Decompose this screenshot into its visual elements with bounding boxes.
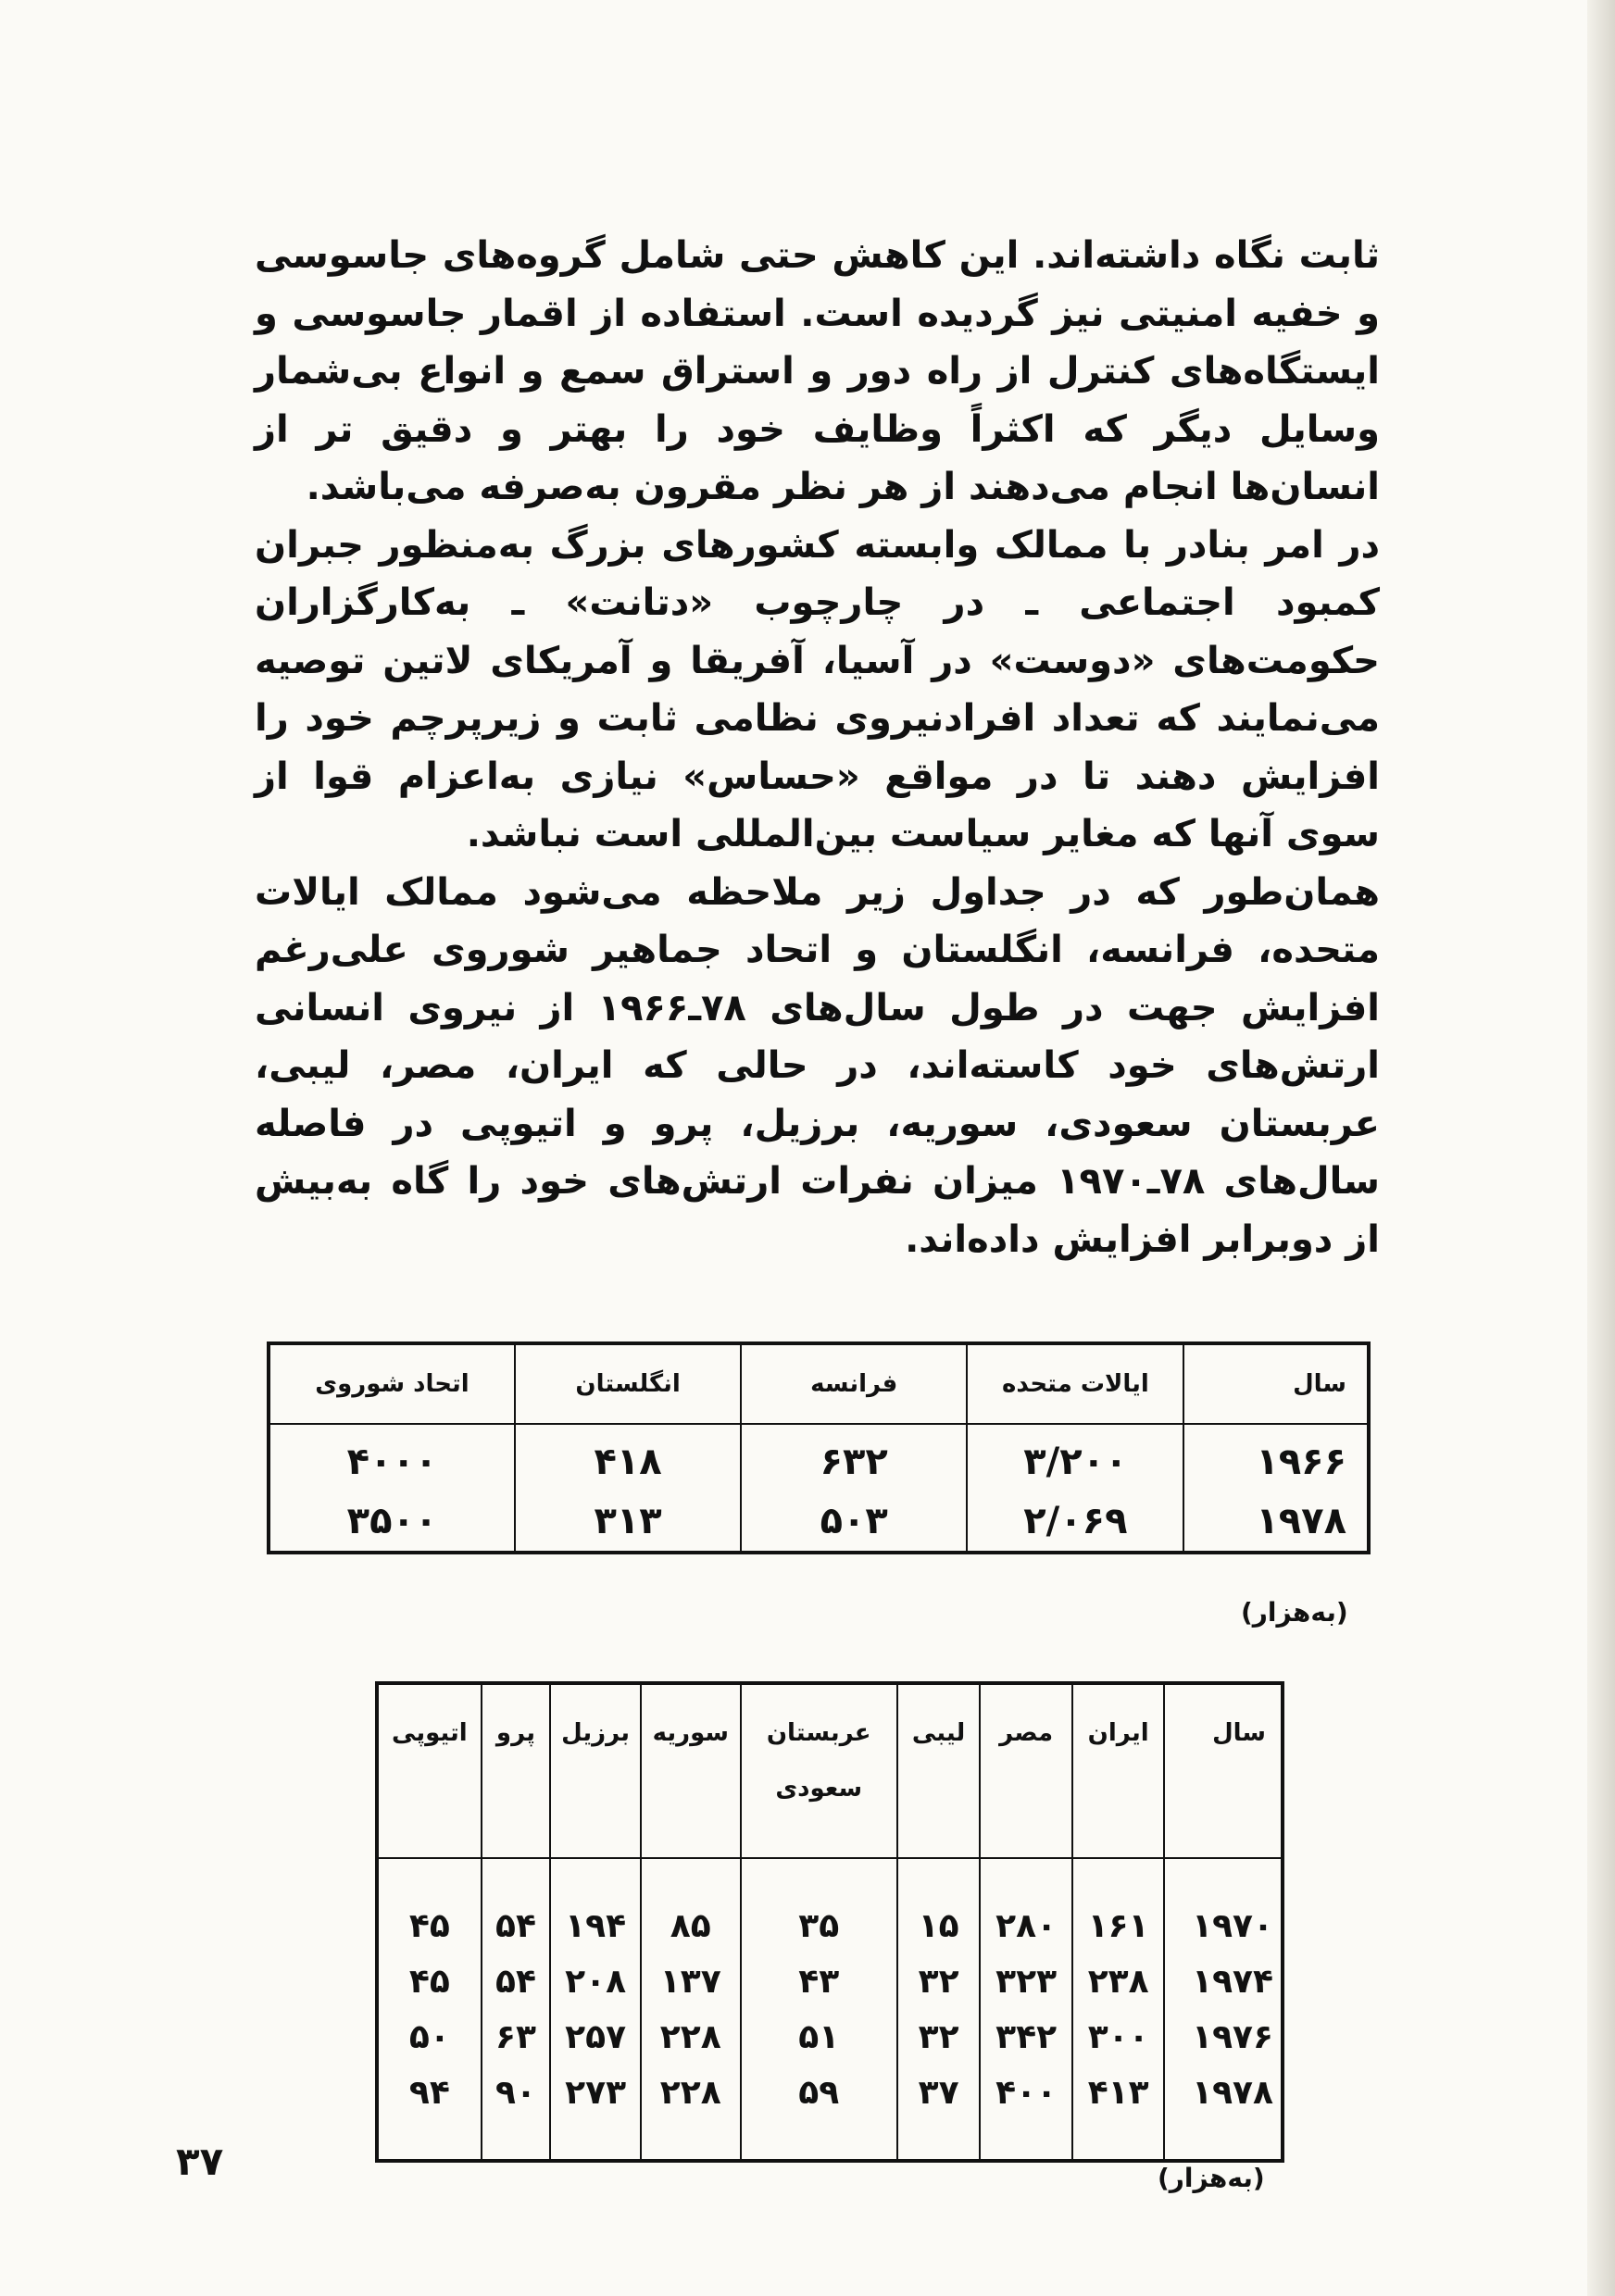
table-cell: ۲۳۸ xyxy=(1072,1953,1165,2009)
table-cell: ۹۰ xyxy=(482,2065,551,2161)
table-cell: ۴۰۰ xyxy=(980,2065,1072,2161)
table-row xyxy=(377,1953,1283,2009)
page-number: ۳۷ xyxy=(176,2139,224,2184)
table-regional-armies xyxy=(375,1681,1284,2163)
table-cell: ۱۵ xyxy=(897,1858,981,1953)
table-cell: ۳۵۰۰ xyxy=(269,1491,515,1553)
table-cell: ۴۰۰۰ xyxy=(269,1424,515,1491)
table-cell: ۴۵ xyxy=(377,1858,482,1953)
table-header-row xyxy=(377,1683,1283,1858)
paragraph: ثابت نگاه داشته‌اند. این کاهش حتی شامل گروه‌های جاسوسی و خفیه امنیتی نیز گردیده است. استفاده از اقمار جاسوسی و ایستگاه‌های کنترل از راه دور و استراق سمع و انواع بی‌شمار وسایل دیگر که اکثراً وظایف خود را بهتر و دقیق تر از انسان‌ها انجام می‌دهند از هر نظر مقرون به‌صرفه می‌باشد. xyxy=(255,234,1380,508)
table-western-armies xyxy=(267,1341,1371,1554)
table-cell: ۲۵۷ xyxy=(550,2009,641,2065)
table-cell: ۱۹۷۰ xyxy=(1164,1858,1283,1953)
col-header-egypt: مصر xyxy=(980,1683,1072,1858)
table-cell: ۳۰۰ xyxy=(1072,2009,1165,2065)
table-cell: ۱۹۷۴ xyxy=(1164,1953,1283,2009)
table-cell: ۲۸۰ xyxy=(980,1858,1072,1953)
table-cell: ۳۴۲ xyxy=(980,2009,1072,2065)
col-header-year: سال xyxy=(1164,1683,1283,1858)
table-cell: ۶۳ xyxy=(482,2009,551,2065)
table-cell: ۳/۲۰۰ xyxy=(967,1424,1183,1491)
unit-note: (به‌هزار) xyxy=(1241,1597,1348,1628)
body-text xyxy=(255,227,1380,1268)
col-header-france: فرانسه xyxy=(741,1343,967,1424)
header-line: سعودی xyxy=(775,1775,863,1803)
col-header-usa: ایالات متحده xyxy=(967,1343,1183,1424)
col-header-brazil: برزیل xyxy=(550,1683,641,1858)
table-cell: ۳۷ xyxy=(897,2065,981,2161)
table-cell: ۳۵ xyxy=(741,1858,897,1953)
page-edge xyxy=(1587,0,1615,2296)
col-header-iran: ایران xyxy=(1072,1683,1165,1858)
table-cell: ۵۹ xyxy=(741,2065,897,2161)
paragraph: همان‌طور که در جداول زیر ملاحظه می‌شود ممالک ایالات متحده، فرانسه، انگلستان و اتحاد جماهیر شوروی علی‌رغم افزایش جهت در طول سال‌های ۷۸ـ۱۹۶۶ از نیروی انسانی ارتش‌های خود کاسته‌اند، در حالی که ایران، مصر، لیبی، عربستان سعودی، سوریه، برزیل، پرو و اتیوپی در فاصله سال‌های ۷۸ـ۱۹۷۰ میزان نفرات ارتش‌های خود را گاه به‌بیش از دوبرابر افزایش داده‌اند. xyxy=(255,870,1381,1261)
table-row xyxy=(377,2009,1283,2065)
table-cell: ۴۱۸ xyxy=(515,1424,741,1491)
table-cell: ۲/۰۶۹ xyxy=(967,1491,1183,1553)
table-cell: ۵۴ xyxy=(482,1858,551,1953)
table-cell: ۴۳ xyxy=(741,1953,897,2009)
table-cell: ۱۶۱ xyxy=(1072,1858,1165,1953)
table-cell: ۳۲ xyxy=(897,2009,981,2065)
table-cell: ۲۰۸ xyxy=(550,1953,641,2009)
table-cell: ۵۰۳ xyxy=(741,1491,967,1553)
col-header-ussr: اتحاد شوروی xyxy=(269,1343,515,1424)
col-header-syria: سوریه xyxy=(641,1683,741,1858)
table-cell: ۲۲۸ xyxy=(641,2009,741,2065)
table-header-row xyxy=(269,1343,1369,1424)
table-row xyxy=(377,1858,1283,1953)
unit-note: (به‌هزار) xyxy=(1158,2163,1265,2193)
table-cell: ۸۵ xyxy=(641,1858,741,1953)
table-cell: ۱۹۴ xyxy=(550,1858,641,1953)
table-row xyxy=(269,1424,1369,1491)
table-cell: ۳۱۳ xyxy=(515,1491,741,1553)
table-cell: ۶۳۲ xyxy=(741,1424,967,1491)
table-row xyxy=(269,1491,1369,1553)
table-cell: ۹۴ xyxy=(377,2065,482,2161)
table-cell: ۲۲۸ xyxy=(641,2065,741,2161)
table-cell: ۳۲۳ xyxy=(980,1953,1072,2009)
col-header-libya: لیبی xyxy=(897,1683,981,1858)
col-header-uk: انگلستان xyxy=(515,1343,741,1424)
table-cell: ۵۴ xyxy=(482,1953,551,2009)
col-header-ethiopia: اتیوپی xyxy=(377,1683,482,1858)
table-cell: ۴۱۳ xyxy=(1072,2065,1165,2161)
table-row xyxy=(377,2065,1283,2161)
table-cell: ۴۵ xyxy=(377,1953,482,2009)
col-header-saudi-arabia xyxy=(741,1683,897,1858)
table-cell: ۲۷۳ xyxy=(550,2065,641,2161)
table-cell: ۱۹۷۸ xyxy=(1164,2065,1283,2161)
header-line: عربستان xyxy=(766,1719,871,1747)
col-header-year: سال xyxy=(1183,1343,1369,1424)
table-cell: ۱۹۷۶ xyxy=(1164,2009,1283,2065)
table-cell: ۵۱ xyxy=(741,2009,897,2065)
table-cell: ۱۳۷ xyxy=(641,1953,741,2009)
col-header-peru: پرو xyxy=(482,1683,551,1858)
table-cell: ۱۹۷۸ xyxy=(1183,1491,1369,1553)
table-cell: ۱۹۶۶ xyxy=(1183,1424,1369,1491)
table-cell: ۵۰ xyxy=(377,2009,482,2065)
table-cell: ۳۲ xyxy=(897,1953,981,2009)
paragraph: در امر بنادر با ممالک وابسته کشورهای بزرگ به‌منظور جبران کمبود اجتماعی ـ در چارچوب «دتانت» ـ به‌کارگزاران حکومت‌های «دوست» در آسیا، آفریقا و آمریکای لاتین توصیه می‌نمایند که تعداد افرادنیروی نظامی ثابت و زیرپرچم خود را افزایش دهند تا در مواقع «حساس» نیازی به‌اعزام قوا از سوی آنها که مغایر سیاست بین‌المللی است نباشد. xyxy=(255,523,1380,855)
